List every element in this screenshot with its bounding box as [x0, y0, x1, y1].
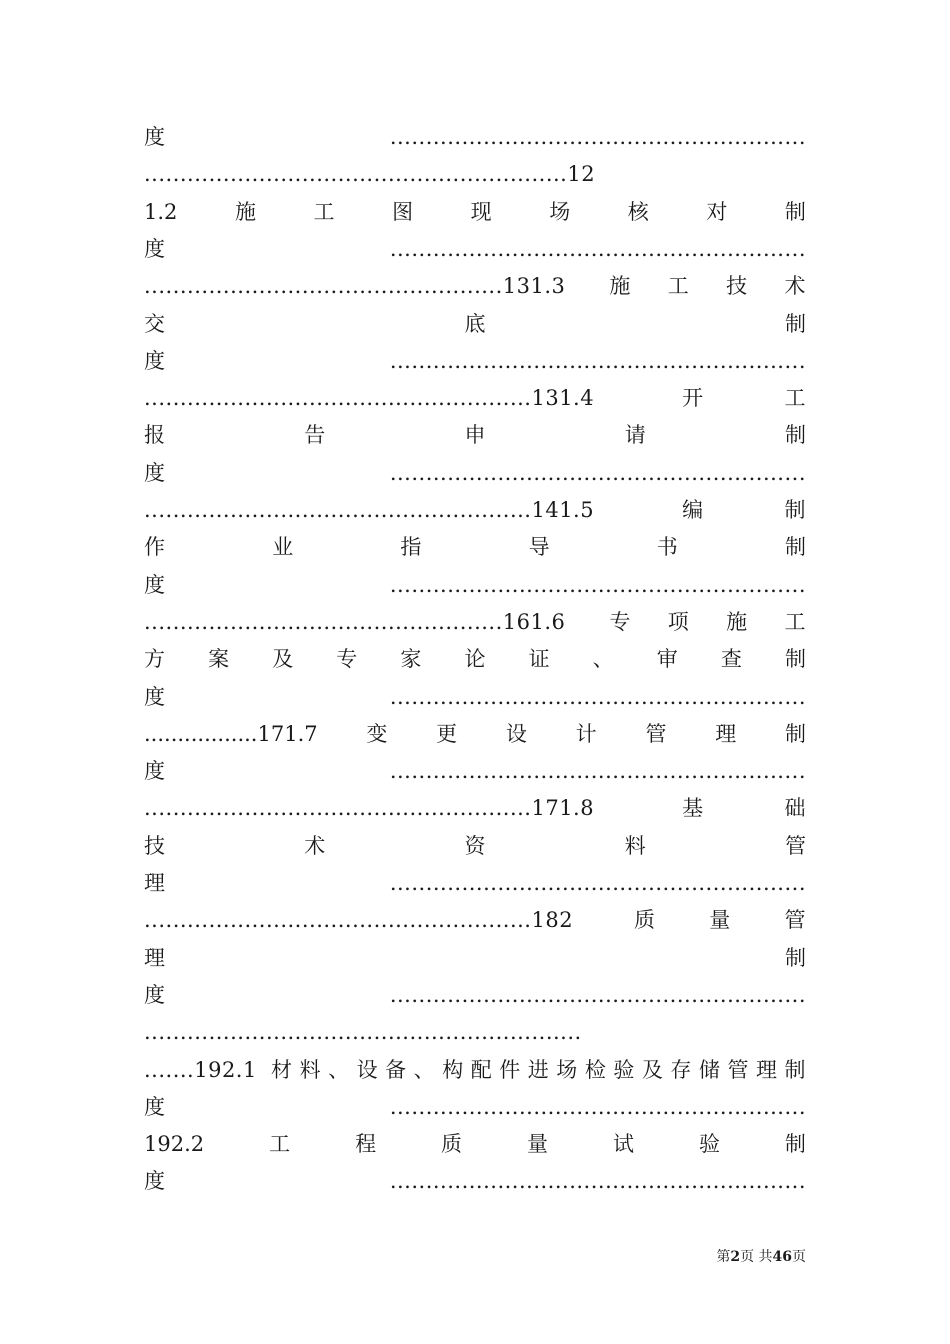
- toc-line: 度..........................................................: [144, 348, 806, 373]
- toc-line: 理..........................................................: [144, 871, 806, 895]
- toc-segment: 查: [720, 647, 742, 672]
- toc-segment: 变: [366, 721, 388, 746]
- toc-line: .......192.1 材料、设备、构配件进场检验及存储管理制: [144, 1057, 806, 1082]
- toc-line: [144, 719, 806, 749]
- toc-line: 度..........................................................: [144, 982, 806, 1007]
- toc-line: ......................................................171.8 基础: [144, 796, 806, 821]
- toc-line: [144, 532, 806, 562]
- toc-segment: 工: [269, 1132, 291, 1157]
- current-page-number: 2: [730, 1249, 741, 1265]
- total-pages: 46: [772, 1249, 792, 1265]
- page-footer: [0, 1247, 806, 1267]
- toc-line: [144, 831, 806, 861]
- toc-segment: 论: [464, 647, 486, 672]
- toc-line: 度..........................................................: [144, 1169, 806, 1194]
- toc-segment: 专: [336, 647, 358, 672]
- toc-segment: 更: [436, 721, 458, 746]
- toc-segment: 制: [784, 535, 806, 560]
- toc-segment: 量: [527, 1132, 548, 1157]
- toc-segment: 试: [612, 1132, 634, 1157]
- toc-segment: 报: [144, 423, 165, 448]
- toc-segment: 制: [784, 721, 806, 746]
- toc-segment: 制: [784, 1132, 806, 1157]
- toc-segment: 及: [272, 647, 294, 672]
- footer-middle: 页 共: [740, 1249, 773, 1265]
- toc-segment: .................171.7: [144, 721, 318, 746]
- toc-segment: 技: [144, 833, 165, 858]
- toc-line: ..................................................131.3 施工技术: [144, 274, 806, 299]
- toc-line: [144, 943, 806, 973]
- toc-segment: 资: [464, 833, 486, 858]
- toc-segment: 理: [144, 945, 165, 970]
- toc-segment: 计: [575, 721, 597, 746]
- toc-segment: 现: [470, 199, 492, 224]
- toc-line: ......................................................131.4 开工: [144, 386, 806, 411]
- toc-segment: 、: [592, 647, 614, 672]
- toc-line: 度..........................................................: [144, 572, 806, 597]
- toc-segment: 核: [627, 199, 649, 224]
- toc-line: .............................................................: [144, 1020, 582, 1045]
- toc-line: 度..........................................................: [144, 684, 806, 709]
- toc-segment: 业: [272, 535, 294, 560]
- toc-segment: 制: [784, 199, 806, 224]
- toc-line: 度..........................................................: [144, 460, 806, 485]
- toc-segment: 管: [645, 721, 667, 746]
- toc-line: 度..........................................................: [144, 125, 806, 149]
- toc-segment: 料: [624, 833, 646, 858]
- toc-line: [144, 309, 806, 339]
- toc-segment: 验: [698, 1132, 720, 1157]
- toc-line: [144, 1129, 806, 1159]
- toc-segment: 场: [549, 199, 571, 224]
- toc-segment: 工: [313, 199, 335, 224]
- toc-segment: 制: [785, 311, 806, 336]
- toc-line: [144, 197, 806, 227]
- footer-suffix: 页: [792, 1249, 806, 1265]
- toc-segment: 告: [304, 423, 326, 448]
- toc-segment: 请: [624, 423, 646, 448]
- toc-segment: 施: [234, 199, 256, 224]
- toc-segment: 对: [706, 199, 728, 224]
- toc-line: ......................................................141.5 编制: [144, 498, 806, 522]
- toc-segment: 交: [144, 311, 165, 336]
- toc-segment: 审: [656, 647, 678, 672]
- toc-segment: 指: [400, 535, 422, 560]
- toc-line: 度..........................................................: [144, 236, 806, 261]
- toc-segment: 质: [441, 1132, 463, 1157]
- toc-segment: 导: [528, 535, 550, 560]
- toc-segment: 1.2: [144, 199, 178, 224]
- toc-segment: 程: [355, 1132, 377, 1157]
- toc-segment: 术: [304, 833, 326, 858]
- toc-line: [144, 644, 806, 674]
- toc-segment: 制: [785, 423, 806, 448]
- toc-line: [144, 420, 806, 450]
- toc-line: ...........................................................12: [144, 162, 596, 187]
- toc-segment: 192.2: [144, 1132, 205, 1157]
- toc-segment: 底: [464, 311, 486, 336]
- toc-segment: 设: [505, 721, 527, 746]
- toc-segment: 理: [715, 721, 737, 746]
- footer-prefix: 第: [716, 1249, 731, 1265]
- toc-segment: 制: [785, 945, 806, 970]
- toc-segment: 制: [784, 647, 806, 672]
- toc-line: 度..........................................................: [144, 1094, 806, 1119]
- toc-segment: 申: [464, 423, 486, 448]
- toc-line: ......................................................182 质量管: [144, 908, 806, 933]
- toc-segment: 管: [785, 833, 806, 858]
- toc-line: ..................................................161.6 专项施工: [144, 609, 806, 634]
- toc-segment: 书: [656, 535, 678, 560]
- toc-segment: 作: [144, 535, 165, 560]
- toc-segment: 家: [400, 647, 422, 672]
- toc-line: 度..........................................................: [144, 759, 806, 784]
- toc-segment: 方: [144, 647, 165, 672]
- toc-segment: 案: [208, 647, 230, 672]
- toc-segment: 证: [528, 647, 550, 672]
- toc-segment: 图: [392, 199, 414, 224]
